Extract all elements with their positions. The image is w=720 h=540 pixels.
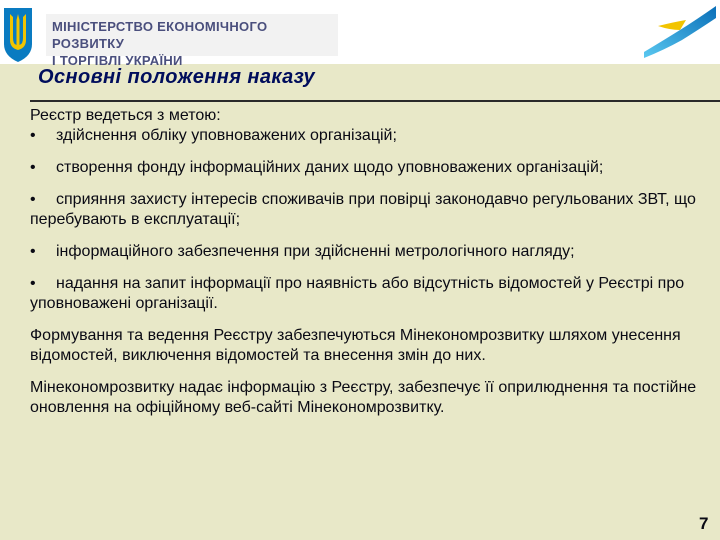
trident-emblem-icon: [0, 0, 36, 64]
bullet-icon: •: [30, 243, 36, 260]
paragraph-registry-publication: Мінекономрозвитку надає інформацію з Реєстру, забезпечує її оприлюднення та постійне оновлення на офіційному веб-сайті Мінекономрозвитку.: [30, 379, 697, 416]
slide-title: Основні положення наказу: [38, 66, 316, 88]
list-item-text: сприяння захисту інтересів споживачів при повірці законодавчо регульованих ЗВТ, що перебувають в експлуатації;: [30, 191, 696, 228]
list-item: [30, 190, 706, 230]
bullet-icon: •: [30, 275, 36, 292]
list-item: [30, 158, 706, 178]
list-item: [30, 242, 706, 262]
intro-text: Реєстр ведеться з метою:: [30, 107, 221, 124]
ministry-name-line2: І ТОРГІВЛІ УКРАЇНИ: [52, 53, 183, 68]
page-number: 7: [699, 514, 709, 533]
list-item-text: надання на запит інформації про наявність або відсутність відомостей у Реєстрі про уповноважені організації.: [30, 275, 685, 312]
ministry-name-line1: МІНІСТЕРСТВО ЕКОНОМІЧНОГО РОЗВИТКУ: [52, 19, 268, 51]
bullet-icon: •: [30, 127, 36, 144]
paragraph-registry-formation: Формування та ведення Реєстру забезпечуються Мінекономрозвитку шляхом унесення відомостей, виключення відомостей та внесення змін до них.: [30, 327, 681, 364]
list-item: [30, 126, 706, 146]
list-item-text: здійснення обліку уповноважених організацій;: [56, 127, 397, 144]
ribbon-logo-icon: [634, 0, 720, 64]
slide-header: [0, 0, 720, 68]
list-item: [30, 274, 706, 314]
bullet-icon: •: [30, 159, 36, 176]
list-item-text: інформаційного забезпечення при здійсненні метрологічного нагляду;: [56, 243, 575, 260]
bullet-icon: •: [30, 191, 36, 208]
ministry-name-block: [46, 14, 338, 68]
list-item-text: створення фонду інформаційних даних щодо уповноважених організацій;: [56, 159, 604, 176]
slide-body: [30, 106, 706, 430]
title-divider: [30, 100, 720, 102]
